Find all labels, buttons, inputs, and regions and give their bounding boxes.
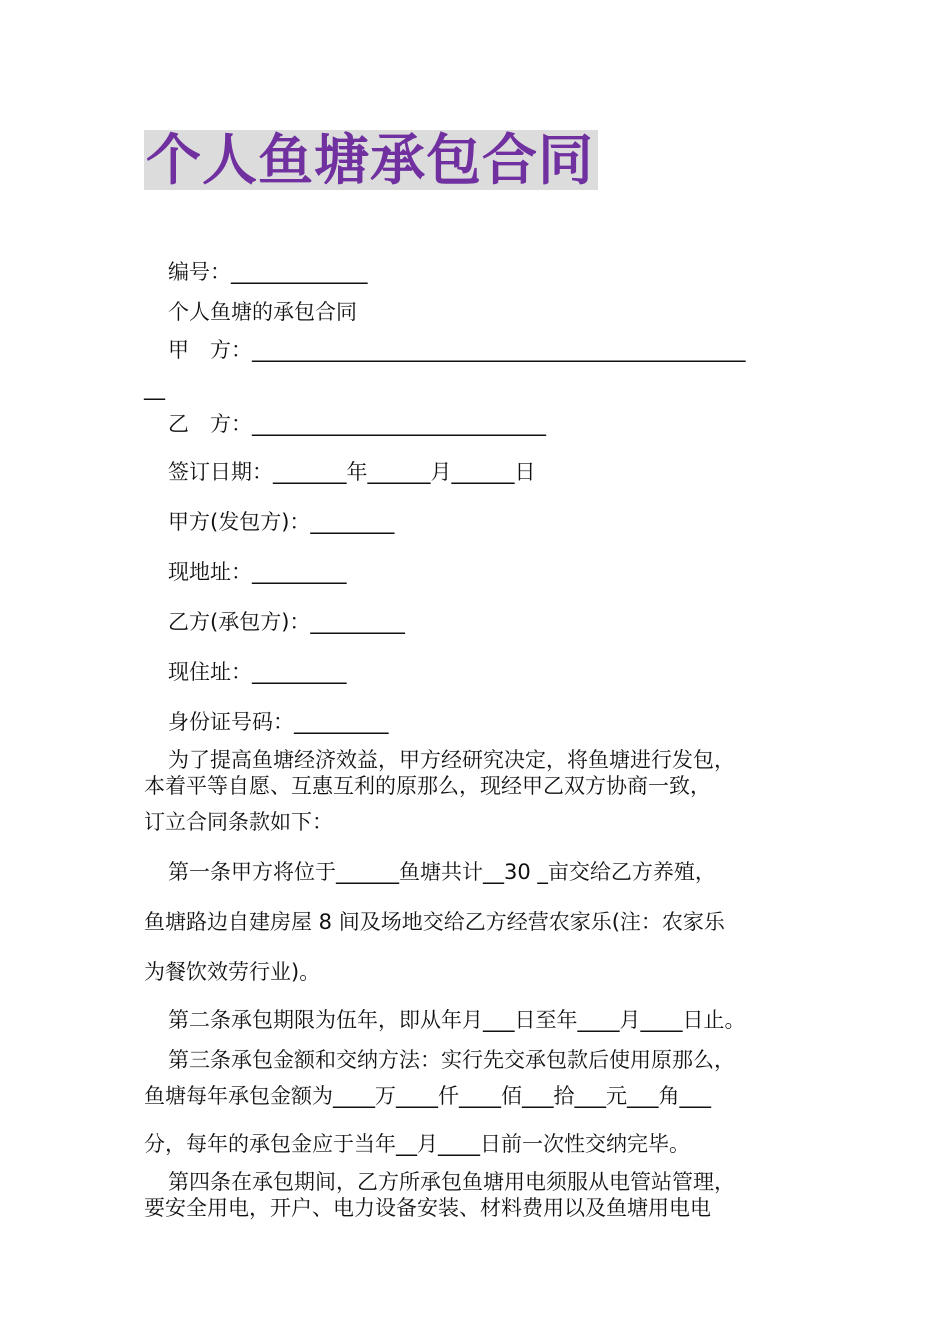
article-3-line: 鱼塘每年承包金额为____万____仟____佰___拾___元___角___ [144,1084,711,1108]
lessee-address-line: 现住址：_________ [168,660,347,684]
article-4-line: 第四条在承包期间，乙方所承包鱼塘用电须服从电管站管理， [168,1170,735,1194]
preamble-line: 订立合同条款如下： [144,810,333,834]
id-number-line: 身份证号码：_________ [168,710,389,734]
party-a-line-wrap: __ [144,376,165,400]
article-2-line: 第二条承包期限为伍年，即从年月___日至年____月____日止。 [168,1008,746,1032]
subtitle-line: 个人鱼塘的承包合同 [168,300,357,324]
article-4-line: 要安全用电，开户、电力设备安装、材料费用以及鱼塘用电电 [144,1196,711,1220]
document-title: 个人鱼塘承包合同 [144,130,598,190]
party-a-line: 甲 方：_______________________________________________ [168,338,746,362]
party-b-line: 乙 方：____________________________ [168,412,546,436]
article-3-line: 第三条承包金额和交纳方法：实行先交承包款后使用原那么， [168,1048,735,1072]
lessor-line: 甲方(发包方)：________ [168,510,395,534]
article-1-line: 第一条甲方将位于______鱼塘共计__30 _亩交给乙方养殖， [168,860,716,884]
sign-date-line: 签订日期：_______年______月______日 [168,460,536,484]
lessee-line: 乙方(承包方)：_________ [168,610,405,634]
preamble-line: 本着平等自愿、互惠互利的原那么，现经甲乙双方协商一致， [144,774,711,798]
article-1-line: 为餐饮效劳行业)。 [144,960,321,984]
preamble-line: 为了提高鱼塘经济效益，甲方经研究决定，将鱼塘进行发包， [168,748,735,772]
article-1-line: 鱼塘路边自建房屋 8 间及场地交给乙方经营农家乐(注：农家乐 [144,910,725,934]
lessor-address-line: 现地址：_________ [168,560,347,584]
contract-number-line: 编号：_____________ [168,260,368,284]
article-3-line: 分，每年的承包金应于当年__月____日前一次性交纳完毕。 [144,1132,690,1156]
